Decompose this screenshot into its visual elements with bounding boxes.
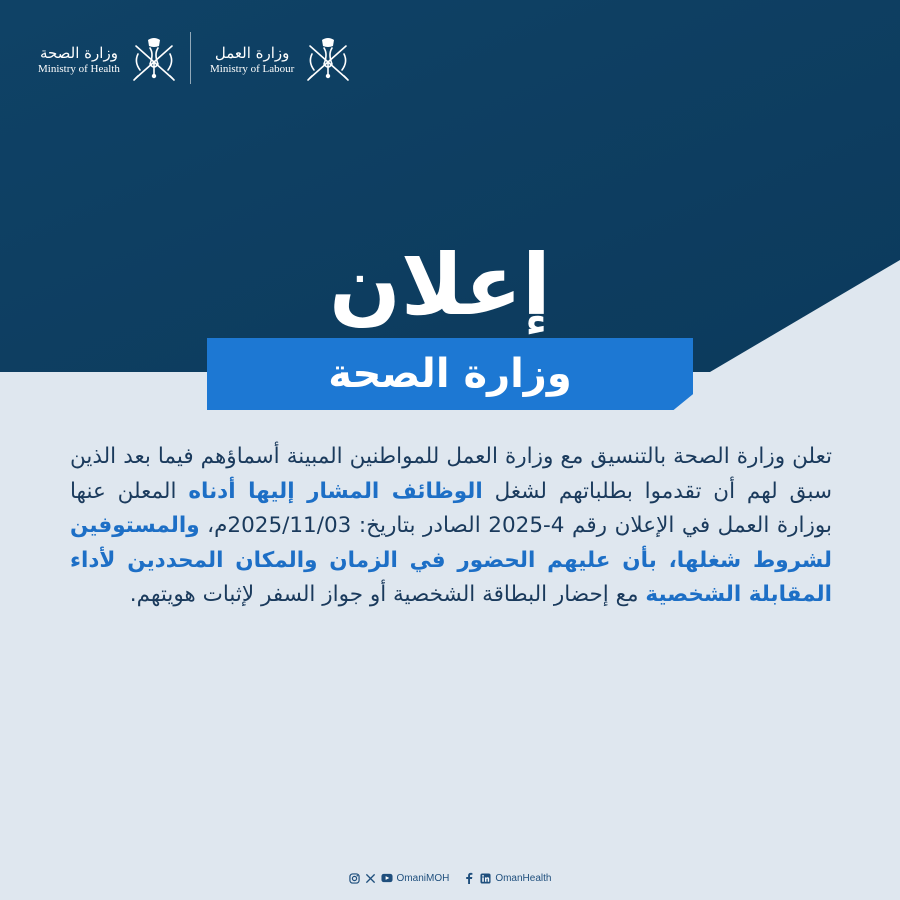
health-logo-arabic: وزارة الصحة (39, 44, 118, 62)
oman-emblem-icon (302, 34, 354, 86)
instagram-icon[interactable] (349, 872, 361, 884)
social-group-right (463, 872, 551, 884)
social-group-left (349, 872, 450, 884)
body-text-3: مع إحضار البطاقة الشخصية أو جواز السفر لإثبات هويتهم. (129, 582, 646, 607)
labour-logo-arabic: وزارة العمل (214, 44, 290, 62)
body-text-1: تعلن وزارة الصحة بالتنسيق مع وزارة العمل للمواطنين المبينة أسماؤهم فيما بعد الذين سبق لهم أن تقدموا بطلباتهم لشغل (70, 444, 832, 504)
labour-logo-english: Ministry of Labour (210, 63, 295, 75)
ministry-of-labour-logo (210, 30, 354, 90)
x-icon[interactable] (365, 872, 377, 884)
facebook-icon[interactable] (463, 872, 475, 884)
body-highlight-2: والمستوفين لشروط شغلها، بأن عليهم الحضور في الزمان والمكان المحددين لأداء المقابلة الشخصية (70, 513, 832, 607)
ministry-of-health-logo (38, 30, 180, 90)
announcement-headline: إعلان (329, 236, 551, 334)
linkedin-icon[interactable] (479, 872, 491, 884)
announcement-body (70, 440, 832, 613)
body-text-2: المعلن عنها بوزارة العمل في الإعلان رقم 4-2025 الصادر بتاريخ: 2025/11/03م، (70, 478, 832, 538)
logos-header (0, 30, 900, 90)
logos-divider (190, 32, 191, 84)
social-handle-left[interactable]: OmaniMOH (396, 872, 450, 884)
health-logo-english: Ministry of Health (38, 63, 120, 75)
youtube-icon[interactable] (381, 872, 393, 884)
social-handle-right[interactable]: OmanHealth (495, 872, 552, 884)
body-highlight-1: الوظائف المشار إليها أدناه (188, 478, 483, 504)
social-footer (0, 868, 900, 888)
ribbon-title: وزارة الصحة (328, 351, 572, 397)
oman-emblem-icon (128, 34, 180, 86)
